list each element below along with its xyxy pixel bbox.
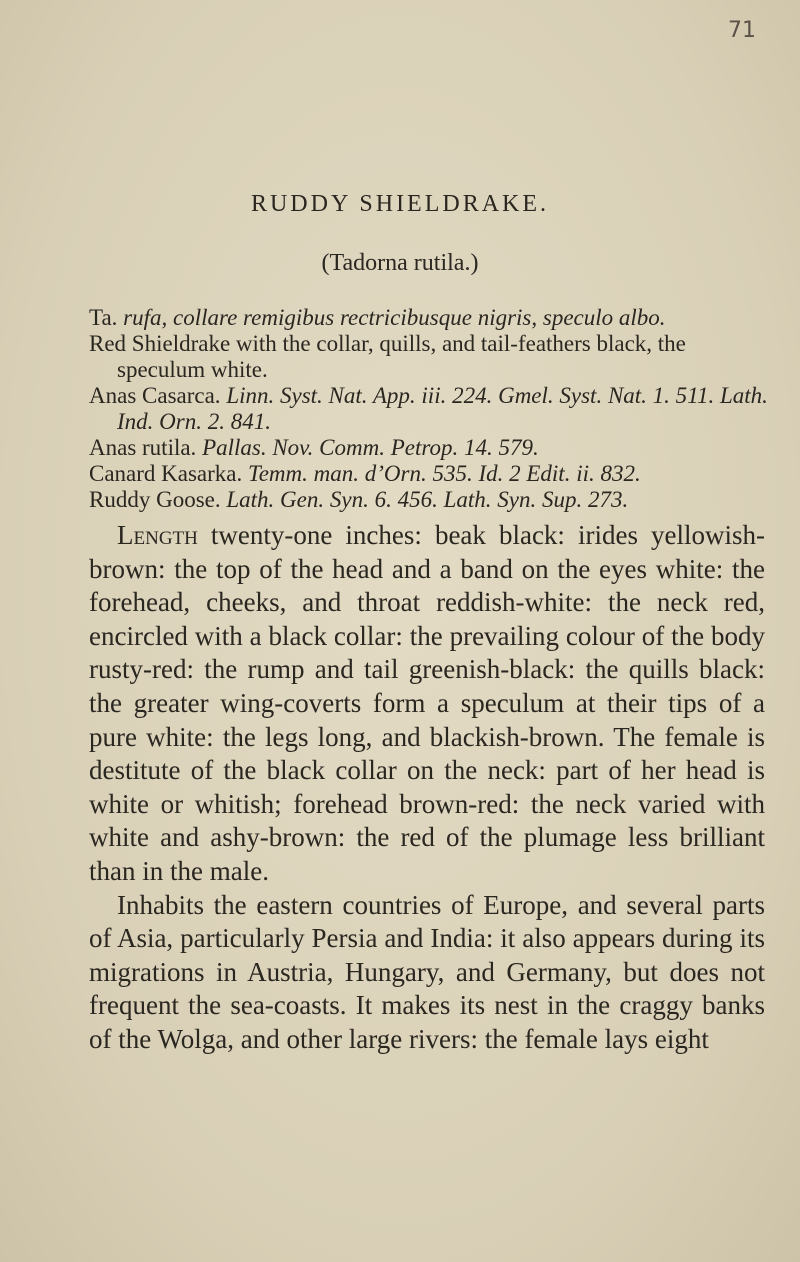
synonym-entry [89, 435, 779, 461]
synonym-entry [89, 383, 779, 435]
synonym-lead: Anas Casarca. [89, 383, 221, 408]
synonym-entry [89, 461, 779, 487]
description-paragraph [89, 519, 765, 889]
description-lead: Length [117, 520, 198, 550]
page-title: RUDDY SHIELDRAKE. [250, 191, 550, 217]
synonymy-list [89, 305, 779, 513]
synonym-lead: Canard Kasarka. [89, 461, 243, 486]
habitat-paragraph: Inhabits the eastern countries of Europe, and several parts of Asia, particularly Persia and India: it also appears during its migrations in Austria, Hungary, and Germany, but does not frequent the sea-coasts. It makes its nest in the craggy banks of the Wolga, and other large rivers: the female lays eight [89, 889, 765, 1054]
synonym-entry [89, 305, 779, 331]
synonym-entry [89, 331, 779, 383]
synonym-lead: Ruddy Goose. [89, 487, 221, 512]
scientific-name: (Tadorna rutila.) [321, 250, 479, 276]
body-text [89, 519, 765, 1057]
synonym-reference: Pallas. Nov. Comm. Petrop. 14. 579. [202, 435, 539, 460]
page-number: 71 [728, 18, 756, 43]
synonym-reference: rufa, collare remigibus rectricibusque nigris, speculo albo. [123, 305, 666, 330]
synonym-entry [89, 487, 779, 513]
synonym-lead: Ta. [89, 305, 118, 330]
synonym-lead: Red Shieldrake with the collar, quills, and tail-feathers black, the speculum white. [89, 331, 686, 382]
synonym-reference: Lath. Gen. Syn. 6. 456. Lath. Syn. Sup. 273. [226, 487, 629, 512]
synonym-lead: Anas rutila. [89, 435, 197, 460]
synonym-reference: Linn. Syst. Nat. App. iii. 224. Gmel. Syst. Nat. 1. 511. Lath. Ind. Orn. 2. 841. [117, 383, 768, 434]
description-text: twenty-one inches: beak black: irides yellowish-brown: the top of the head and a band on the eyes white: the forehead, cheeks, and throat reddish-white: the neck red, encircled with a black collar: the prevailing colour of the body rusty-red: the rump and tail greenish-black: the quills black: the greater wing-coverts form a speculum at their tips of a pure white: the legs long, and blackish-brown. The female is destitute of the black collar on the neck: part of her head is white or whitish; forehead brown-red: the neck varied with white and ashy-brown: the red of the plumage less brilliant than in the male. [89, 520, 765, 886]
synonym-reference: Temm. man. d’Orn. 535. Id. 2 Edit. ii. 832. [248, 461, 641, 486]
